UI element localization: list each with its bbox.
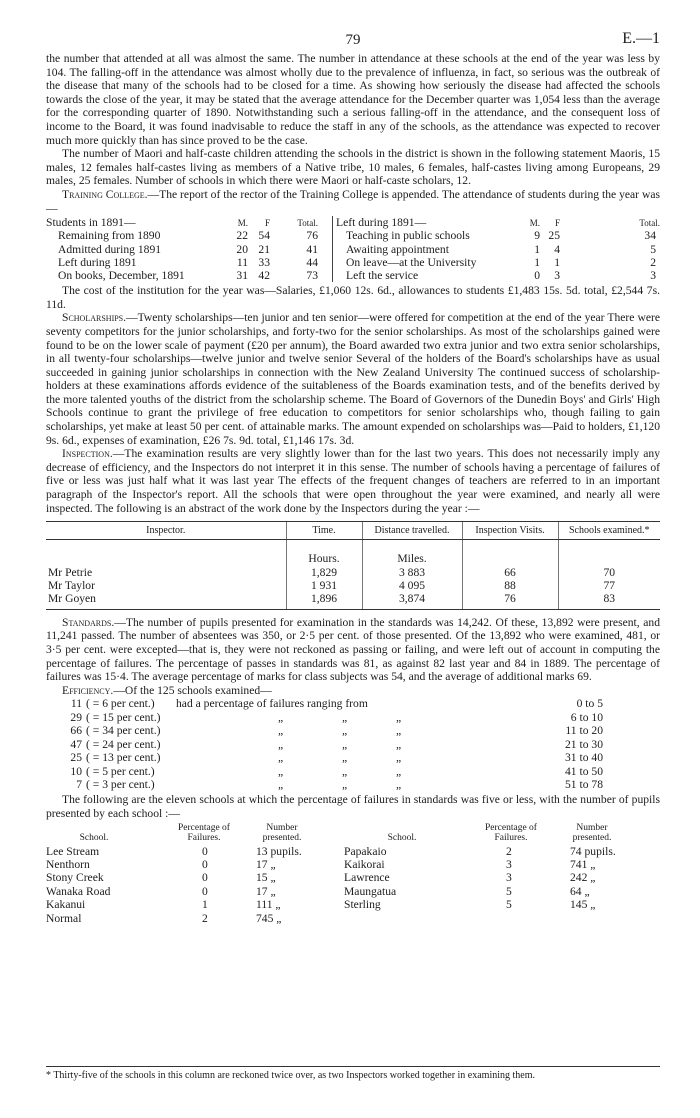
- school-presented: 242 „: [570, 871, 596, 885]
- school-name: Normal: [46, 911, 82, 925]
- units-row: [46, 540, 660, 566]
- series-code: E.—1: [622, 30, 660, 47]
- paragraph-standards: Standards.—The number of pupils presented for examination in the standards was 14,242. Of these, 13,892 were present, and 11,241 passed. The number of absentees was 350, or 2·5 per cent. of those presented. Of the 13,892 who were examined, 481, or 3·5 per cent. were excepted—that is, they were not reckoned as passing or failing, and were left out of account in computing the percentage of failures. The percentage of passes in standards was 81, as against 82 last year and 84 in 1889. The percentage of failures was 15·4. The average percentage of marks for class subjects was 54, and the average of additional marks 69.: [46, 615, 660, 684]
- header-visits: Inspection Visits.: [462, 522, 558, 540]
- ditto-mark: „: [278, 778, 284, 792]
- students-row-label: On books, December, 1891: [58, 269, 185, 283]
- school-name: Kakanui: [46, 898, 86, 912]
- page-number: 79: [345, 32, 361, 48]
- efficiency-text: had a percentage of failures ranging from: [176, 697, 368, 711]
- ditto-mark: „: [342, 778, 348, 792]
- ditto-mark: „: [342, 737, 348, 751]
- students-total: 76: [306, 229, 318, 243]
- ditto-mark: „: [396, 737, 402, 751]
- school-presented: 17 „: [256, 857, 276, 871]
- efficiency-count: 10: [70, 764, 82, 778]
- paragraph-efficiency: Efficiency.—Of the 125 schools examined—: [62, 683, 272, 697]
- unit-miles: Miles.: [362, 540, 462, 566]
- school-name: Lee Stream: [46, 844, 100, 858]
- school-name: Lawrence: [344, 871, 390, 885]
- school-failure-pct: 0: [202, 857, 208, 871]
- ditto-mark: „: [396, 724, 402, 738]
- school-failure-pct: 5: [506, 898, 512, 912]
- school-name: Maungatua: [344, 884, 397, 898]
- efficiency-percent: ( = 15 per cent.): [86, 710, 161, 724]
- efficiency-percent: ( = 3 per cent.): [86, 778, 155, 792]
- leavers-total: 34: [644, 229, 656, 243]
- schools-table: [46, 823, 660, 943]
- leavers-m: 9: [534, 229, 540, 243]
- header-num-left: Number presented.: [262, 822, 302, 843]
- efficiency-range: 11 to 20: [565, 724, 603, 738]
- ditto-mark: „: [278, 764, 284, 778]
- efficiency-percent: ( = 6 per cent.): [86, 697, 155, 711]
- students-total: 41: [306, 242, 318, 256]
- header-time: Time.: [286, 522, 362, 540]
- footnote: * Thirty-five of the schools in this column are reckoned twice over, as two Inspectors worked together in examining them.: [46, 1066, 660, 1082]
- efficiency-list: [46, 697, 660, 793]
- students-m: 31: [236, 269, 248, 283]
- school-failure-pct: 0: [202, 884, 208, 898]
- paragraph-cost: The cost of the institution for the year was—Salaries, £1,060 12s. 6d., allowances to students £1,483 15s. 5d. total, £2,544 7s. 11d.: [46, 284, 660, 311]
- students-f: 54: [258, 229, 270, 243]
- paragraph-scholarships: Scholarships.—Twenty scholarships—ten junior and ten senior—were offered for competition at the end of the year There were seventy competitors for the junior scholarships, and forty-two for the senior scholarships. As most of the scholarships gained were found to be on the lower scale of payment (£20 per annum), the Board awarded two extra junior and two extra senior scholarships, in all twenty-four scholarships—twelve junior and twelve senior Several of the holders of the Board's scholarships have as usual succeeded in gaining junior scholarships in connection with the New Zealand University The continued success of scholarship-holders at these examinations affords evidence of the suitableness of the Boards examination tests, and of the benefits derived by the more talented youths of the district from the scholarship scheme. The Board of Governors of the Dunedin Boys' and Girls' High Schools continue to grant the privilege of free education to competitors for senior scholarships who, though failing to gain scholarships, yet make at least 50 per cent. of attainable marks. The amount expended on scholarships was—Paid to holders, £1,120 9s. 6d., expenses of examination, £26 7s. 9d. total, £1,146 17s. 3d.: [46, 311, 660, 447]
- school-name: Wanaka Road: [46, 884, 111, 898]
- students-table: Students in 1891— M. F Total. Left during 1891— M. F Total. Remaining from 1890 22 54 76 Admitted during 1891 20 21 41 Left during 1891 11 33 44 On books, December, 1891 31 42 73 Teaching in public schools 9 25 34 Awaiting appointment 1 4 5 On leave—at the University 1 1 2 Left the service 0 3 3: [46, 216, 660, 283]
- heading-inspection: Inspection.: [62, 447, 113, 461]
- efficiency-count: 47: [70, 737, 82, 751]
- ditto-mark: „: [396, 778, 402, 792]
- leavers-total: 3: [650, 269, 656, 283]
- inspection-table: [46, 521, 660, 610]
- efficiency-count: 66: [70, 724, 82, 738]
- heading-standards: Standards.: [62, 615, 115, 629]
- leavers-total: 5: [650, 242, 656, 256]
- paragraph-eleven-schools: The following are the eleven schools at which the percentage of failures in standards was five or less, with the number of pupils presented by each school :—: [46, 793, 660, 820]
- school-failure-pct: 3: [506, 857, 512, 871]
- students-right-title: Left during 1891—: [336, 216, 427, 230]
- page-header: [46, 30, 660, 52]
- leavers-row-label: Left the service: [346, 269, 419, 283]
- school-name: Papakaio: [344, 844, 387, 858]
- leavers-m: 0: [534, 269, 540, 283]
- efficiency-range: 6 to 10: [570, 710, 603, 724]
- efficiency-percent: ( = 24 per cent.): [86, 737, 161, 751]
- school-name: Sterling: [344, 898, 381, 912]
- unit-hours: Hours.: [286, 540, 362, 566]
- efficiency-count: 11: [70, 697, 82, 711]
- efficiency-percent: ( = 5 per cent.): [86, 764, 155, 778]
- students-row-label: Left during 1891: [58, 256, 137, 270]
- table-row: Mr Petrie 1,829 3 883 66 70: [46, 566, 660, 579]
- leavers-row-label: Teaching in public schools: [346, 229, 470, 243]
- ditto-mark: „: [278, 751, 284, 765]
- ditto-mark: „: [342, 710, 348, 724]
- header-school-right: School.: [387, 832, 417, 843]
- ditto-mark: „: [342, 764, 348, 778]
- school-presented: 15 „: [256, 871, 276, 885]
- leavers-row-label: Awaiting appointment: [346, 242, 449, 256]
- school-presented: 13 pupils.: [256, 844, 302, 858]
- ditto-mark: „: [342, 724, 348, 738]
- header-pct-left: Percentage of Failures.: [178, 822, 230, 843]
- school-name: Stony Creek: [46, 871, 104, 885]
- efficiency-range: 21 to 30: [564, 737, 603, 751]
- efficiency-count: 29: [70, 710, 82, 724]
- efficiency-percent: ( = 13 per cent.): [86, 751, 161, 765]
- efficiency-range: 51 to 78: [564, 778, 603, 792]
- students-m: 22: [236, 229, 248, 243]
- students-total: 44: [306, 256, 318, 270]
- header-schools-examined: Schools examined.*: [558, 522, 660, 540]
- school-failure-pct: 5: [506, 884, 512, 898]
- paragraph-attendance: the number that attended at all was almost the same. The number in attendance at these schools at the end of the year was less by 104. The falling-off in the attendance was almost wholly due to the prevalence of influenza, in fact, so serious was the outbreak of the disease that many of the schools had to be closed for a time. As showing how seriously the disease had affected the schools towards the close of the year, it may be stated that the average attendance for the December quarter was 1,054 less than the average for the corresponding quarter of 1890. Notwithstanding such a serious falling-off in the attendance, and the consequent loss of income to the Board, it was found inadvisable to reduce the staff in any of the schools, as the attendance was expected to recover much more quickly than has since proved to be the case.: [46, 52, 660, 147]
- school-failure-pct: 2: [202, 911, 208, 925]
- school-failure-pct: 2: [506, 844, 512, 858]
- table-row: Mr Taylor 1 931 4 095 88 77: [46, 579, 660, 592]
- heading-efficiency: Efficiency.: [62, 683, 114, 697]
- leavers-m: 1: [534, 256, 540, 270]
- students-f: 21: [258, 242, 270, 256]
- heading-scholarships: Scholarships.: [62, 311, 127, 325]
- efficiency-percent: ( = 34 per cent.): [86, 724, 161, 738]
- column-divider: [332, 216, 333, 282]
- paragraph-maori: The number of Maori and half-caste children attending the schools in the district is shown in the following statement Maoris, 15 males, 12 females half-castes living as members of a Native tribe, 10 males, 6 females, half-castes living among Europeans, 29 males, 25 females. Number of schools in which there were Maori or half-caste scholars, 12.: [46, 147, 660, 188]
- school-presented: 74 pupils.: [570, 844, 616, 858]
- students-m: 20: [236, 242, 248, 256]
- students-m: 11: [236, 256, 248, 270]
- efficiency-range: 0 to 5: [576, 697, 603, 711]
- leavers-f: 4: [554, 242, 560, 256]
- header-inspector: Inspector.: [46, 522, 286, 540]
- efficiency-count: 25: [70, 751, 82, 765]
- col-f: F: [264, 218, 270, 229]
- school-presented: 745 „: [256, 911, 282, 925]
- ditto-mark: „: [342, 751, 348, 765]
- paragraph-inspection: Inspection.—The examination results are very slightly lower than for the last two years. This does not necessarily imply any decrease of efficiency, and the Inspectors do not interpret it in this sense. The number of schools having a percentage of failures of five or less was just half what it was last year The effects of the frequent changes of teachers are referred to in an important paragraph of the Inspector's report. All the schools that were open throughout the year were examined, and nearly all were inspected. The following is an abstract of the work done by the Inspectors during the year :—: [46, 447, 660, 515]
- efficiency-range: 41 to 50: [564, 764, 603, 778]
- students-row-label: Remaining from 1890: [58, 229, 161, 243]
- students-left-title: Students in 1891—: [46, 216, 136, 230]
- school-presented: 17 „: [256, 884, 276, 898]
- ditto-mark: „: [396, 710, 402, 724]
- school-presented: 64 „: [570, 884, 590, 898]
- school-presented: 111 „: [256, 898, 281, 912]
- ditto-mark: „: [278, 710, 284, 724]
- header-distance: Distance travelled.: [362, 522, 462, 540]
- leavers-row-label: On leave—at the University: [346, 256, 477, 270]
- leavers-f: 3: [554, 269, 560, 283]
- page-body: [46, 30, 660, 943]
- ditto-mark: „: [278, 737, 284, 751]
- leavers-m: 1: [534, 242, 540, 256]
- paragraph-training-college: Training College.—The report of the rector of the Training College is appended. The attendance of students during the year was—: [46, 187, 660, 215]
- leavers-f: 1: [554, 256, 560, 270]
- school-failure-pct: 1: [202, 898, 208, 912]
- efficiency-count: 7: [76, 778, 82, 792]
- school-name: Nenthorn: [46, 857, 90, 871]
- ditto-mark: „: [396, 764, 402, 778]
- school-failure-pct: 0: [202, 844, 208, 858]
- ditto-mark: „: [396, 751, 402, 765]
- school-presented: 741 „: [570, 857, 596, 871]
- table-row: Mr Goyen 1,896 3,874 76 83: [46, 592, 660, 609]
- students-row-label: Admitted during 1891: [58, 242, 162, 256]
- students-f: 33: [258, 256, 270, 270]
- students-total: 73: [306, 269, 318, 283]
- leavers-total: 2: [650, 256, 656, 270]
- leavers-f: 25: [548, 229, 560, 243]
- school-presented: 145 „: [570, 898, 596, 912]
- header-num-right: Number presented.: [572, 822, 612, 843]
- efficiency-range: 31 to 40: [564, 751, 603, 765]
- heading-training-college: Training College.: [62, 187, 148, 201]
- school-failure-pct: 3: [506, 871, 512, 885]
- ditto-mark: „: [278, 724, 284, 738]
- inspection-header-row: [46, 522, 660, 540]
- students-f: 42: [258, 269, 270, 283]
- header-school-left: School.: [79, 832, 109, 843]
- school-name: Kaikorai: [344, 857, 385, 871]
- school-failure-pct: 0: [202, 871, 208, 885]
- col-total: Total.: [297, 218, 318, 229]
- col-m: M.: [237, 218, 248, 229]
- header-pct-right: Percentage of Failures.: [485, 822, 537, 843]
